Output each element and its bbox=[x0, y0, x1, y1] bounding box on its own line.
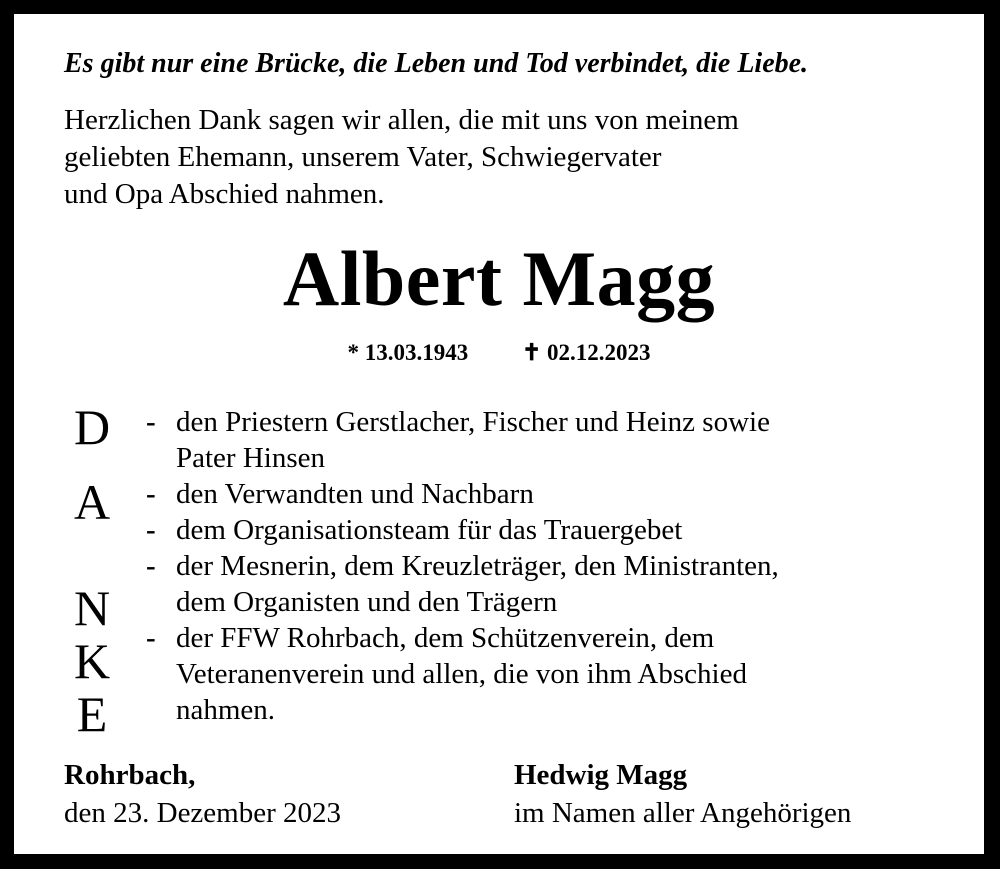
signature-block bbox=[514, 756, 851, 832]
date-line: den 23. Dezember 2023 bbox=[64, 797, 342, 829]
list-dash: - bbox=[146, 478, 156, 510]
list-item-line: der FFW Rohrbach, dem Schützenverein, dem bbox=[176, 622, 715, 654]
danke-letter: A bbox=[73, 474, 111, 530]
intro-line: und Opa Abschied nahmen. bbox=[64, 178, 385, 210]
list-item-line: dem Organisten und den Trägern bbox=[176, 586, 558, 618]
danke-letter: D bbox=[73, 399, 111, 455]
danke-letter: E bbox=[76, 686, 108, 742]
place-date bbox=[64, 756, 341, 832]
list-dash: - bbox=[146, 406, 156, 438]
intro-text bbox=[64, 102, 944, 213]
motto: Es gibt nur eine Brücke, die Leben und Tod verbindet, die Liebe. bbox=[64, 48, 809, 79]
list-item-line: den Priestern Gerstlacher, Fischer und Heinz sowie bbox=[176, 406, 770, 438]
list-item-line: nahmen. bbox=[176, 694, 276, 726]
list-item bbox=[146, 620, 976, 728]
list-item-line: den Verwandten und Nachbarn bbox=[176, 478, 534, 510]
signer-name: Hedwig Magg bbox=[514, 759, 688, 791]
list-item-line: dem Organisationsteam für das Trauergebet bbox=[176, 514, 683, 546]
danke-letter: N bbox=[73, 580, 111, 636]
list-item bbox=[146, 512, 976, 548]
list-item-line: Veteranenverein und allen, die von ihm Abschied bbox=[176, 658, 747, 690]
list-dash: - bbox=[146, 550, 156, 582]
thanks-list bbox=[146, 404, 976, 728]
signer-note: im Namen aller Angehörigen bbox=[514, 797, 852, 829]
intro-line: Herzlichen Dank sagen wir allen, die mit uns von meinem bbox=[64, 104, 739, 136]
list-item-line: der Mesnerin, dem Kreuzleträger, den Ministranten, bbox=[176, 550, 779, 582]
list-item bbox=[146, 476, 976, 512]
intro-line: geliebten Ehemann, unserem Vater, Schwiegervater bbox=[64, 141, 662, 173]
place: Rohrbach, bbox=[64, 759, 196, 791]
list-dash: - bbox=[146, 622, 156, 654]
death-date: ✝ 02.12.2023 bbox=[521, 340, 651, 365]
danke-letters bbox=[62, 401, 122, 741]
list-item bbox=[146, 404, 976, 476]
birth-date: * 13.03.1943 bbox=[347, 340, 469, 365]
list-item-line: Pater Hinsen bbox=[176, 442, 325, 474]
life-dates bbox=[14, 340, 984, 366]
danke-letter: K bbox=[73, 633, 111, 689]
list-dash: - bbox=[146, 514, 156, 546]
deceased-name: Albert Magg bbox=[282, 235, 716, 322]
list-item bbox=[146, 548, 976, 620]
obituary-card bbox=[14, 14, 984, 854]
